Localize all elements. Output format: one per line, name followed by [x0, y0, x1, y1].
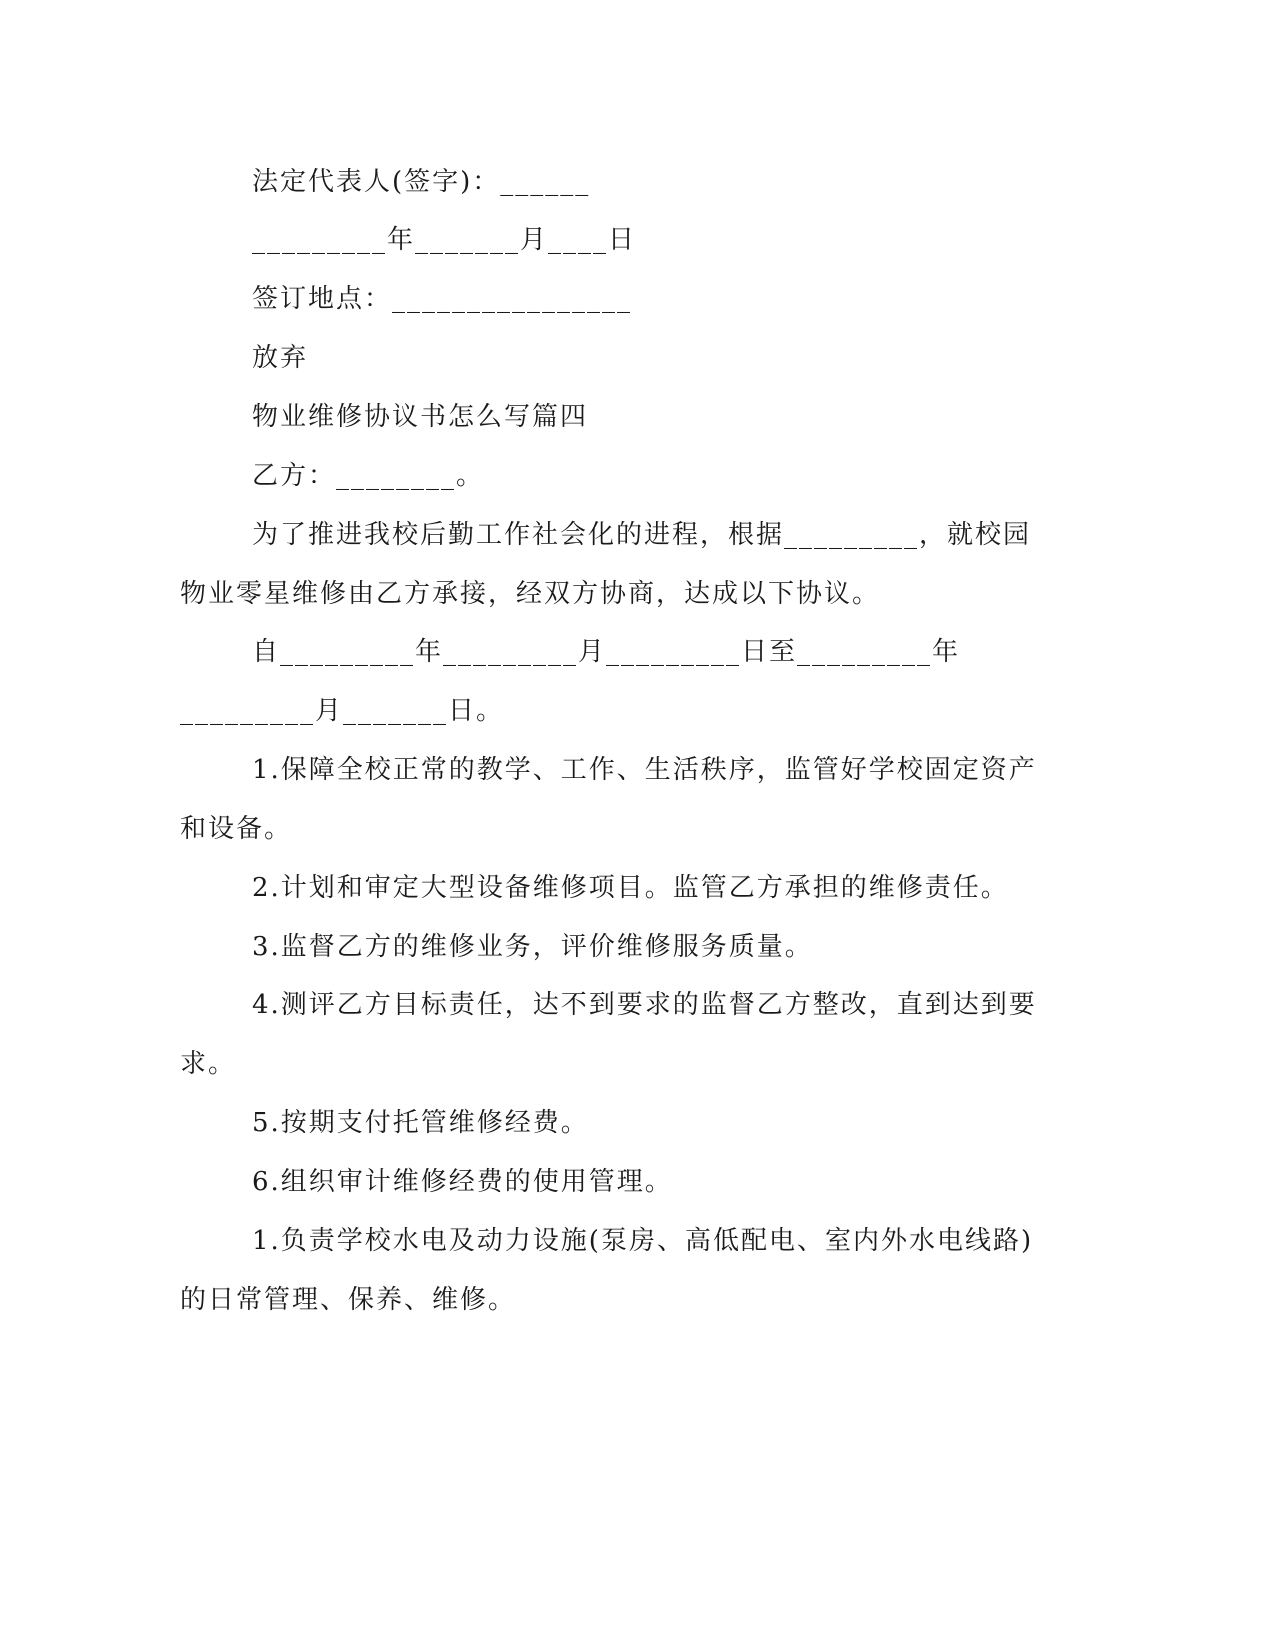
party-a-item-5: 5.按期支付托管维修经费。: [252, 1108, 589, 1138]
party-a-item-1-line-1: 1.保障全校正常的教学、工作、生活秩序，监管好学校固定资产: [252, 755, 1037, 785]
signing-location-line: 签订地点：________________: [252, 284, 633, 314]
section-heading: 物业维修协议书怎么写篇四: [252, 402, 589, 432]
abandon-text: 放弃: [252, 343, 309, 373]
date-line: _________年_______月____日: [252, 225, 637, 255]
party-b-line: 乙方：________。: [252, 461, 485, 491]
party-a-item-3: 3.监督乙方的维修业务，评价维修服务质量。: [252, 932, 813, 962]
intro-paragraph-line-1: 为了推进我校后勤工作社会化的进程，根据_________，就校园: [252, 520, 1032, 550]
intro-paragraph-line-2: 物业零星维修由乙方承接，经双方协商，达成以下协议。: [180, 579, 881, 609]
party-a-item-1-line-2: 和设备。: [180, 814, 293, 844]
term-line-1: 自_________年_________月_________日至_________年: [252, 637, 961, 667]
party-b-item-1-line-2: 的日常管理、保养、维修。: [180, 1285, 517, 1315]
party-a-item-2: 2.计划和审定大型设备维修项目。监管乙方承担的维修责任。: [252, 873, 1009, 903]
party-b-item-1-line-1: 1.负责学校水电及动力设施(泵房、高低配电、室内外水电线路): [252, 1226, 1034, 1256]
party-a-item-4-line-2: 求。: [180, 1049, 237, 1079]
term-line-2: _________月_______日。: [180, 696, 505, 726]
legal-representative-signature-line: 法定代表人(签字)：______: [252, 167, 591, 197]
party-a-item-4-line-1: 4.测评乙方目标责任，达不到要求的监督乙方整改，直到达到要: [252, 990, 1037, 1020]
party-a-item-6: 6.组织审计维修经费的使用管理。: [252, 1167, 673, 1197]
